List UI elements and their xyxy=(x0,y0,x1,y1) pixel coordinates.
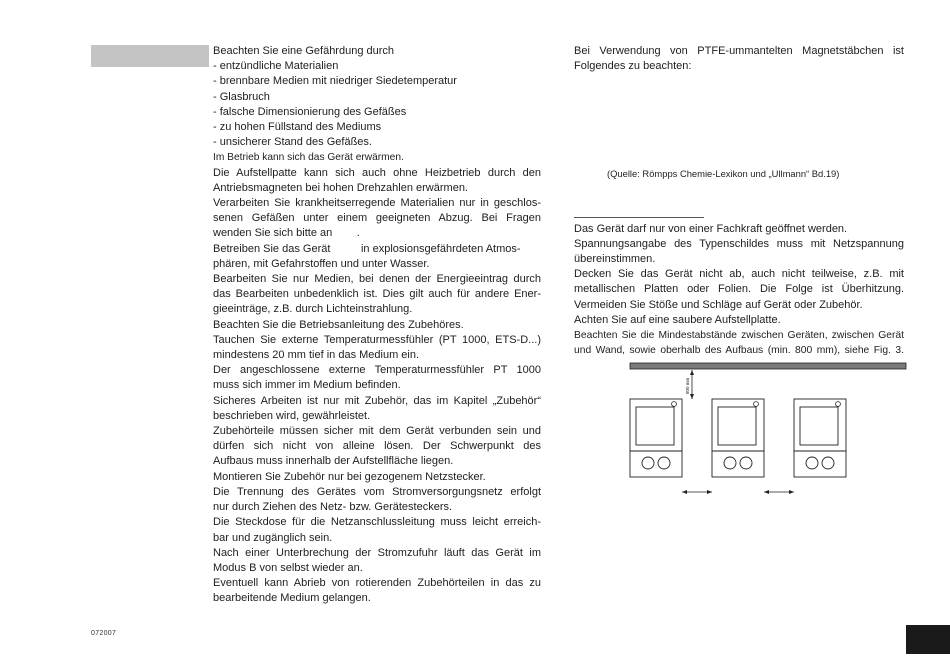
device-3 xyxy=(794,399,846,477)
list-item: - Glasbruch xyxy=(213,90,270,103)
text-line: Achten Sie auf eine saubere Aufstellplatte. xyxy=(574,313,781,326)
spacing-dimension-2 xyxy=(764,490,794,494)
text-line: Sicheres Arbeiten ist nur mit Zubehör, das im Kapitel „Zubehör“ xyxy=(213,394,541,407)
text-line: Die Aufstellpatte kann sich auch ohne Heizbetrieb durch den xyxy=(213,166,541,179)
text-line: Verarbeiten Sie krankheitserregende Materialien nur in geschlos- xyxy=(213,197,541,210)
text-line: senen Gefäßen unter einem geeigneten Abzug. Bei Fragen xyxy=(213,212,541,225)
list-item: - falsche Dimensionierung des Gefäßes xyxy=(213,105,407,118)
text-line: nur durch Ziehen des Netz- bzw. Gerätesteckers. xyxy=(213,501,453,514)
spacing-dimension-1 xyxy=(682,490,712,494)
text-line: Modus B von selbst wieder an. xyxy=(213,561,363,574)
overhead-plate xyxy=(630,363,906,369)
section-divider xyxy=(574,217,704,218)
text-line: Montieren Sie Zubehör nur bei gezogenem Netzstecker. xyxy=(213,470,486,483)
text-line: Bei Verwendung von PTFE-ummantelten Magnetstäbchen ist xyxy=(574,45,904,57)
text-line: Nach einer Unterbrechung der Stromzufuhr läuft das Gerät im xyxy=(213,546,541,559)
page-tab-marker xyxy=(906,625,950,654)
text-line: metallischen Platten oder Folien. Die Folge ist Überhitzung. xyxy=(574,283,904,296)
text-line: bar und zugänglich sein. xyxy=(213,531,333,544)
text-line: übereinstimmen. xyxy=(574,253,656,266)
text-line: Im Betrieb kann sich das Gerät erwärmen. xyxy=(213,152,404,164)
text-line: bearbeitende Medium gelangen. xyxy=(213,592,371,605)
left-column xyxy=(213,44,541,607)
text-line: Antriebsmagneten bei hohen Drehzahlen erwärmen. xyxy=(213,181,468,194)
text-line: phären, mit Gefahrstoffen und unter Wasser. xyxy=(213,257,430,270)
text-line: Beachten Sie eine Gefährdung durch xyxy=(213,45,395,57)
section-tab-marker xyxy=(91,45,209,67)
text-line: Die Steckdose für die Netzanschlussleitung muss leicht erreich- xyxy=(213,516,541,529)
list-item: - unsicherer Stand des Gefäßes. xyxy=(213,136,372,149)
text-line: Spannungsangabe des Typenschildes muss mit Netzspannung xyxy=(574,237,904,250)
text-line: Tauchen Sie externe Temperaturmessfühler (PT 1000, ETS-D...) xyxy=(213,333,541,346)
text-line: und Wand, sowie oberhalb des Aufbaus (min. 800 mm), siehe Fig. 3. xyxy=(574,345,904,357)
text-line: Folgendes zu beachten: xyxy=(574,60,692,73)
text-line: dürfen sich nicht von alleine lösen. Der Schwerpunkt des xyxy=(213,440,541,453)
text-line: Vermeiden Sie Stöße und Schläge auf Gerät oder Zubehör. xyxy=(574,298,863,311)
text-line: wenden Sie sich bitte an . xyxy=(213,227,360,240)
text-line: Die Trennung des Gerätes vom Stromversorgungsnetz erfolgt xyxy=(213,485,541,498)
text-line: Bearbeiten Sie nur Medien, bei denen der Energieeintrag durch xyxy=(213,273,541,286)
dimension-label: 800 mm xyxy=(685,377,690,394)
right-column xyxy=(574,44,904,358)
document-id: 072007 xyxy=(91,630,117,637)
spacing-diagram xyxy=(628,362,908,500)
text-line: mindestens 20 mm tief in das Medium ein. xyxy=(213,349,420,362)
text-line: Das Gerät darf nur von einer Fachkraft geöffnet werden. xyxy=(574,222,848,235)
text-line: muss sich immer im Medium befinden. xyxy=(213,379,401,392)
text-line: Decken Sie das Gerät nicht ab, auch nicht teilweise, z.B. mit xyxy=(574,268,904,281)
text-line: Betreiben Sie das Gerät in explosionsgefährdeten Atmos- xyxy=(213,242,521,255)
source-citation: (Quelle: Römpps Chemie-Lexikon und „Ullmann“ Bd.19) xyxy=(607,168,840,180)
text-line: beschrieben wird, gewährleistet. xyxy=(213,409,371,422)
text-line: Beachten Sie die Mindestabstände zwischen Geräten, zwischen Gerät xyxy=(574,330,904,342)
text-line: Eventuell kann Abrieb von rotierenden Zubehörteilen in das zu xyxy=(213,577,541,590)
list-item: - brennbare Medien mit niedriger Siedetemperatur xyxy=(213,75,457,88)
list-item: - entzündliche Materialien xyxy=(213,60,339,73)
device-1 xyxy=(630,399,682,477)
text-line: Zubehörteile müssen sicher mit dem Gerät verbunden sein und xyxy=(213,425,541,438)
text-line: Beachten Sie die Betriebsanleitung des Zubehöres. xyxy=(213,318,464,331)
text-line: gieeinträge, z.B. durch Lichteinstrahlung. xyxy=(213,303,413,316)
text-line: das Bearbeiten unbedenklich ist. Dies gilt auch für andere Ener- xyxy=(213,288,541,301)
list-item: - zu hohen Füllstand des Mediums xyxy=(213,121,382,134)
text-line: Der angeschlossene externe Temperaturmessfühler PT 1000 xyxy=(213,364,541,377)
device-2 xyxy=(712,399,764,477)
text-line: Aufbaus muss innerhalb der Aufstellfläche liegen. xyxy=(213,455,454,468)
